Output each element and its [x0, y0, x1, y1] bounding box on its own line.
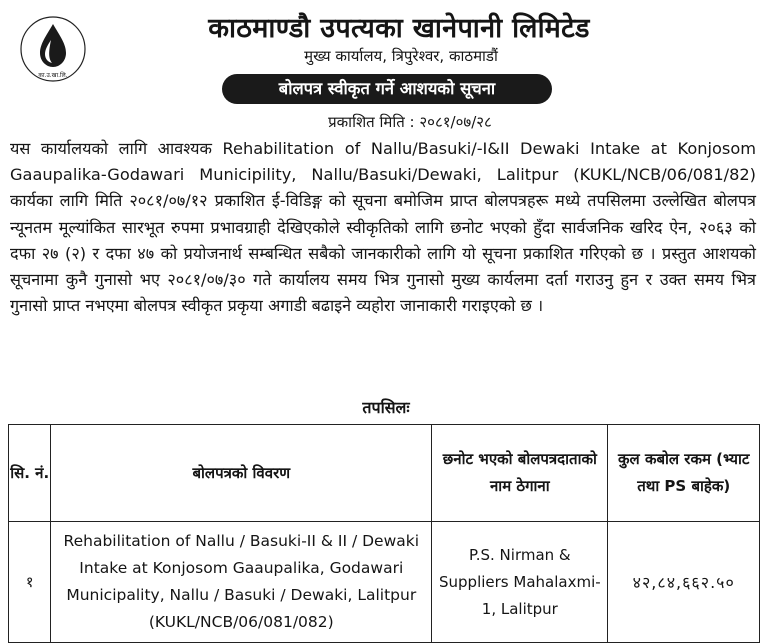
- header-serial-number: सि. नं.: [9, 425, 51, 522]
- cell-description: Rehabilitation of Nallu / Basuki-II & II / Dewaki Intake at Konjosom Gaaupalika, Godawari Municipality, Nallu / Basuki / Dewaki, Lalitpur (KUKL/NCB/06/081/082): [51, 522, 432, 643]
- cell-amount: ४२,८४,६६२.५०: [608, 522, 760, 643]
- schedule-table: [8, 424, 760, 643]
- office-address: मुख्य कार्यालय, त्रिपुरेश्वर, काठमाडौं: [304, 47, 498, 65]
- notice-paragraph: यस कार्यालयको लागि आवश्यक Rehabilitation of Nallu/Basuki/-I&II Dewaki Intake at Konjosom Gaaupalika-Godawari Municipility, Nallu/Basuki/Dewaki, Lalitpur (KUKL/NCB/06/081/82) कार्यका लागि मिति २०८१/०७/१२ प्रकाशित ई-विडिङ्ग को सूचना बमोजिम प्राप्त बोलपत्रहरू मध्ये तपसिलमा उल्लेखित बोलपत्र न्यूनतम मूल्यांकित सारभूत रुपमा प्रभावग्राही देखिएकोले स्वीकृतिको लागि छनोट भएको हुँदा सार्वजनिक खरिद ऐन, २०६३ को दफा २७ (२) र दफा ४७ को प्रयोजनार्थ सम्बन्धित सबैको जानकारीको लागि यो सूचना प्रकाशित गरिएको छ । प्रस्तुत आशयको सूचनामा कुनै गुनासो भए २०८१/०७/३० गते कार्यालय समय भित्र गुनासो मुख्य कार्यलमा दर्ता गराउनु हुन र उक्त समय भित्र गुनासो प्राप्त नभएमा बोलपत्र स्वीकृत प्रकृया अगाडी बढाइने व्यहोरा जानाकारी गराइएको छ ।: [10, 139, 756, 316]
- published-date: प्रकाशित मिति : २०८१/०७/२८: [328, 113, 492, 131]
- schedule-title: तपसिलः: [362, 398, 410, 417]
- cell-serial-number: १: [9, 522, 51, 643]
- cell-bidder: P.S. Nirman & Suppliers Mahalaxmi-1, Lalitpur: [432, 522, 608, 643]
- organization-name: काठमाण्डौ उपत्यका खानेपानी लिमिटेड: [208, 13, 590, 44]
- header-amount: कुल कबोल रकम (भ्याट तथा PS बाहेक): [608, 425, 760, 522]
- table-header-row: [9, 425, 760, 522]
- notice-title: बोलपत्र स्वीकृत गर्ने आशयको सूचना: [222, 74, 552, 104]
- header-bidder: छनोट भएको बोलपत्रदाताको नाम ठेगाना: [432, 425, 608, 522]
- header-description: बोलपत्रको विवरण: [51, 425, 432, 522]
- logo-text: का.उ.खा.लि.: [38, 72, 68, 79]
- table-row: [9, 522, 760, 643]
